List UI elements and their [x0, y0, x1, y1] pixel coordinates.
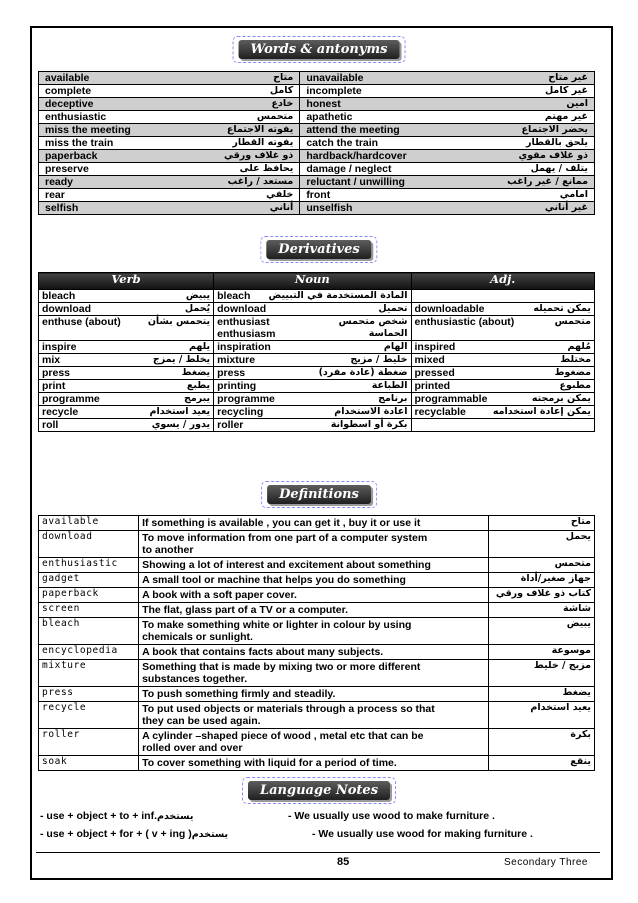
- antonym-arabic: ذو غلاف مقوي: [518, 150, 588, 161]
- verb: print: [42, 380, 66, 392]
- definition-word: roller: [39, 729, 139, 756]
- definition-word: enthusiastic: [39, 558, 139, 573]
- definition-word: bleach: [39, 618, 139, 645]
- definition-arabic: شاشة: [489, 603, 595, 618]
- definition-word: mixture: [39, 660, 139, 687]
- antonym-arabic: ممانع / غير راغب: [507, 176, 588, 187]
- noun-arabic: شخص متحمس: [338, 316, 408, 327]
- definition-arabic: مزيج / خليط: [489, 660, 595, 687]
- header-noun: Noun: [214, 273, 411, 290]
- definition-row: [39, 618, 595, 645]
- word-arabic: متحمس: [256, 111, 294, 122]
- noun-arabic: تحميل: [378, 303, 408, 314]
- word: deceptive: [45, 98, 94, 110]
- verb: mix: [42, 354, 61, 366]
- definition-arabic: موسوعة: [489, 645, 595, 660]
- word-arabic: خادع: [271, 98, 294, 109]
- definition-word: recycle: [39, 702, 139, 729]
- verb: recycle: [42, 406, 79, 418]
- noun-arabic: الهام: [383, 341, 408, 352]
- definition: To move information from one part of a computer system: [142, 532, 428, 544]
- definition-arabic: جهاز صغير/أداة: [489, 573, 595, 588]
- verb: download: [42, 303, 91, 315]
- definitions-table: [38, 515, 595, 771]
- definition-arabic: بكرة: [489, 729, 595, 756]
- word: enthusiastic: [45, 111, 107, 123]
- noun: download: [217, 303, 267, 315]
- antonym: front: [306, 189, 331, 201]
- definition-row: [39, 573, 595, 588]
- derivative-row: [39, 303, 595, 316]
- definition-row: [39, 516, 595, 531]
- adjective: mixed: [414, 354, 445, 366]
- verb: press: [42, 367, 71, 379]
- definition-cont: rolled over and over: [142, 742, 243, 754]
- verb-arabic: يلهم: [188, 341, 211, 352]
- header-adj: Adj.: [411, 273, 595, 290]
- antonym-row: [39, 111, 595, 124]
- definition-row: [39, 645, 595, 660]
- adjective: recyclable: [414, 406, 466, 418]
- definition-row: [39, 531, 595, 558]
- definition-row: [39, 756, 595, 771]
- definition-cont: substances together.: [142, 673, 248, 685]
- antonym-arabic: يتلف / يهمل: [530, 163, 588, 174]
- word-arabic: يفوته القطار: [232, 137, 294, 148]
- antonym-arabic: يلحق بالقطار: [526, 137, 588, 148]
- noun-arabic: برنامج: [378, 393, 408, 404]
- antonyms-table: [38, 71, 595, 215]
- adjective: pressed: [414, 367, 455, 379]
- definition-arabic: متحمس: [489, 558, 595, 573]
- definition-cont: to another: [142, 544, 194, 556]
- noun: enthusiasm: [217, 328, 276, 340]
- adjective-arabic: يمكن برمجته: [531, 393, 591, 404]
- word: miss the meeting: [45, 124, 131, 136]
- word: miss the train: [45, 137, 114, 149]
- antonym: unselfish: [306, 202, 353, 214]
- adjective-arabic: متحمس: [554, 316, 591, 327]
- antonym-arabic: غير متاح: [548, 72, 588, 83]
- page-number: 85: [337, 856, 350, 868]
- adjective: downloadable: [414, 303, 485, 315]
- definition-word: download: [39, 531, 139, 558]
- definition-arabic: يبيض: [489, 618, 595, 645]
- verb-arabic: يُحمل: [184, 303, 211, 314]
- noun-arabic: اعادة الاستخدام: [334, 406, 408, 417]
- definition-arabic: يحمل: [489, 531, 595, 558]
- definition-row: [39, 660, 595, 687]
- word-arabic: يحافظ على: [239, 163, 294, 174]
- noun-arabic: خليط / مزيج: [350, 354, 408, 365]
- verb: roll: [42, 419, 59, 431]
- noun: enthusiast: [217, 316, 270, 328]
- verb-arabic: يبيض: [185, 290, 211, 301]
- word-arabic: ذو غلاف ورقي: [223, 150, 294, 161]
- derivative-row: [39, 341, 595, 354]
- verb: programme: [42, 393, 100, 405]
- definition-word: soak: [39, 756, 139, 771]
- series-name: Secondary Three: [503, 857, 588, 868]
- header-verb: Verb: [39, 273, 214, 290]
- definition: A cylinder –shaped piece of wood , metal etc that can be: [142, 730, 424, 742]
- derivative-row: [39, 393, 595, 406]
- noun-arabic: المادة المستخدمة في التبييض: [268, 290, 408, 301]
- definition-word: available: [39, 516, 139, 531]
- antonym: incomplete: [306, 85, 362, 97]
- definition-row: [39, 687, 595, 702]
- definition-word: gadget: [39, 573, 139, 588]
- derivatives-table: [38, 272, 595, 432]
- derivative-row: [39, 406, 595, 419]
- derivative-row: [39, 419, 595, 432]
- noun: recycling: [217, 406, 264, 418]
- definition: A book that contains facts about many subjects.: [142, 646, 384, 658]
- section-title-definitions: Definitions: [267, 485, 371, 504]
- antonym-arabic: غير مهتم: [544, 111, 588, 122]
- antonym: damage / neglect: [306, 163, 392, 175]
- noun: roller: [217, 419, 244, 431]
- word-arabic: مستعد / راغب: [227, 176, 294, 187]
- verb-arabic: يبرمج: [184, 393, 211, 404]
- noun-arabic: بكرة أو اسطوانة: [330, 419, 408, 430]
- definition: A small tool or machine that helps you do something: [142, 574, 406, 586]
- word: rear: [45, 189, 65, 201]
- antonym: honest: [306, 98, 341, 110]
- noun: bleach: [217, 290, 251, 302]
- adjective: inspired: [414, 341, 456, 353]
- definition: Something that is made by mixing two or more different: [142, 661, 421, 673]
- definition-row: [39, 702, 595, 729]
- section-title-words: Words & antonyms: [239, 40, 400, 59]
- adjective: programmable: [414, 393, 488, 405]
- verb: enthuse (about): [42, 316, 121, 328]
- definition: To make something white or lighter in colour by using: [142, 619, 412, 631]
- verb-arabic: يطبع: [186, 380, 211, 391]
- antonym: apathetic: [306, 111, 353, 123]
- definition-arabic: ينقع: [489, 756, 595, 771]
- verb-arabic: يتحمس بشأن: [147, 316, 211, 327]
- definition-word: screen: [39, 603, 139, 618]
- antonym-arabic: غير كامل: [544, 85, 588, 96]
- antonym: hardback/hardcover: [306, 150, 407, 162]
- adjective-arabic: يمكن إعادة استخدامه: [492, 406, 591, 417]
- definition: A book with a soft paper cover.: [142, 589, 297, 601]
- antonym-row: [39, 137, 595, 150]
- antonym-arabic: امامي: [559, 189, 588, 200]
- word: selfish: [45, 202, 79, 214]
- noun: inspiration: [217, 341, 271, 353]
- section-title-language-notes: Language Notes: [248, 781, 390, 800]
- note-1-formula: - use + object + to + inf.يستخدم: [40, 810, 194, 822]
- definition: If something is available , you can get it , buy it or use it: [142, 517, 421, 529]
- antonym-row: [39, 189, 595, 202]
- definition-word: encyclopedia: [39, 645, 139, 660]
- noun: press: [217, 367, 246, 379]
- definition: Showing a lot of interest and excitement about something: [142, 559, 431, 571]
- antonym-arabic: يحضر الاجتماع: [521, 124, 588, 135]
- antonym-row: [39, 98, 595, 111]
- verb: bleach: [42, 290, 76, 302]
- word-arabic: كامل: [269, 85, 294, 96]
- adjective-arabic: مختلط: [560, 354, 591, 365]
- definition-word: press: [39, 687, 139, 702]
- definition-row: [39, 729, 595, 756]
- verb-arabic: يعيد استخدام: [149, 406, 211, 417]
- note-1-example: - We usually use wood to make furniture .: [288, 810, 495, 822]
- definition-arabic: كتاب ذو غلاف ورقي: [489, 588, 595, 603]
- adjective-arabic: يمكن تحميله: [533, 303, 591, 314]
- antonym: unavailable: [306, 72, 364, 84]
- antonym-arabic: غير أناني: [544, 202, 588, 213]
- antonym: attend the meeting: [306, 124, 400, 136]
- derivative-row: [39, 380, 595, 393]
- definition-row: [39, 558, 595, 573]
- section-title-derivatives: Derivatives: [266, 240, 371, 259]
- derivative-row: [39, 316, 595, 341]
- derivative-row: [39, 367, 595, 380]
- adjective-arabic: مطبوع: [559, 380, 591, 391]
- word-arabic: أناني: [269, 202, 294, 213]
- antonym-row: [39, 176, 595, 189]
- verb: inspire: [42, 341, 77, 353]
- noun: printing: [217, 380, 257, 392]
- antonym-row: [39, 85, 595, 98]
- antonym-arabic: امين: [566, 98, 588, 109]
- adjective-arabic: مضغوط: [554, 367, 591, 378]
- noun: mixture: [217, 354, 256, 366]
- derivative-row: [39, 290, 595, 303]
- derivatives-header-row: [39, 273, 595, 290]
- definition: To push something firmly and steadily.: [142, 688, 336, 700]
- word: complete: [45, 85, 92, 97]
- noun: programme: [217, 393, 275, 405]
- antonym-row: [39, 202, 595, 215]
- antonym-row: [39, 150, 595, 163]
- note-2-example: - We usually use wood for making furniture .: [312, 828, 533, 840]
- definition-row: [39, 588, 595, 603]
- definition-arabic: يضغط: [489, 687, 595, 702]
- definition-arabic: يعيد استخدام: [489, 702, 595, 729]
- definition-word: paperback: [39, 588, 139, 603]
- derivative-row: [39, 354, 595, 367]
- verb-arabic: يخلط / يمزج: [152, 354, 211, 365]
- word: preserve: [45, 163, 89, 175]
- definition: To put used objects or materials through a process so that: [142, 703, 435, 715]
- adjective: printed: [414, 380, 451, 392]
- word: ready: [45, 176, 74, 188]
- adjective-arabic: مُلهم: [567, 341, 591, 352]
- definition: To cover something with liquid for a period of time.: [142, 757, 397, 769]
- antonym-row: [39, 124, 595, 137]
- word-arabic: يفوته الاجتماع: [226, 124, 294, 135]
- definition-cont: chemicals or sunlight.: [142, 631, 253, 643]
- definition-row: [39, 603, 595, 618]
- noun-arabic: الطباعة: [371, 380, 408, 391]
- word: paperback: [45, 150, 98, 162]
- noun-arabic: ضغطة (عادة مفرد): [318, 367, 408, 378]
- note-2-formula: - use + object + for + ( v + ing )يستخدم: [40, 828, 229, 840]
- word: available: [45, 72, 90, 84]
- definition: The flat, glass part of a TV or a computer.: [142, 604, 349, 616]
- antonym: catch the train: [306, 137, 379, 149]
- antonym: reluctant / unwilling: [306, 176, 405, 188]
- verb-arabic: يضغط: [181, 367, 211, 378]
- antonym-row: [39, 163, 595, 176]
- definition-cont: they can be used again.: [142, 715, 261, 727]
- verb-arabic: يدور / يسوي: [151, 419, 211, 430]
- definition-arabic: متاح: [489, 516, 595, 531]
- noun-arabic: الحماسة: [368, 328, 408, 339]
- adjective: enthusiastic (about): [414, 316, 515, 328]
- page-footer: [36, 852, 600, 874]
- antonym-row: [39, 72, 595, 85]
- word-arabic: متاح: [273, 72, 294, 83]
- word-arabic: خلفي: [266, 189, 294, 200]
